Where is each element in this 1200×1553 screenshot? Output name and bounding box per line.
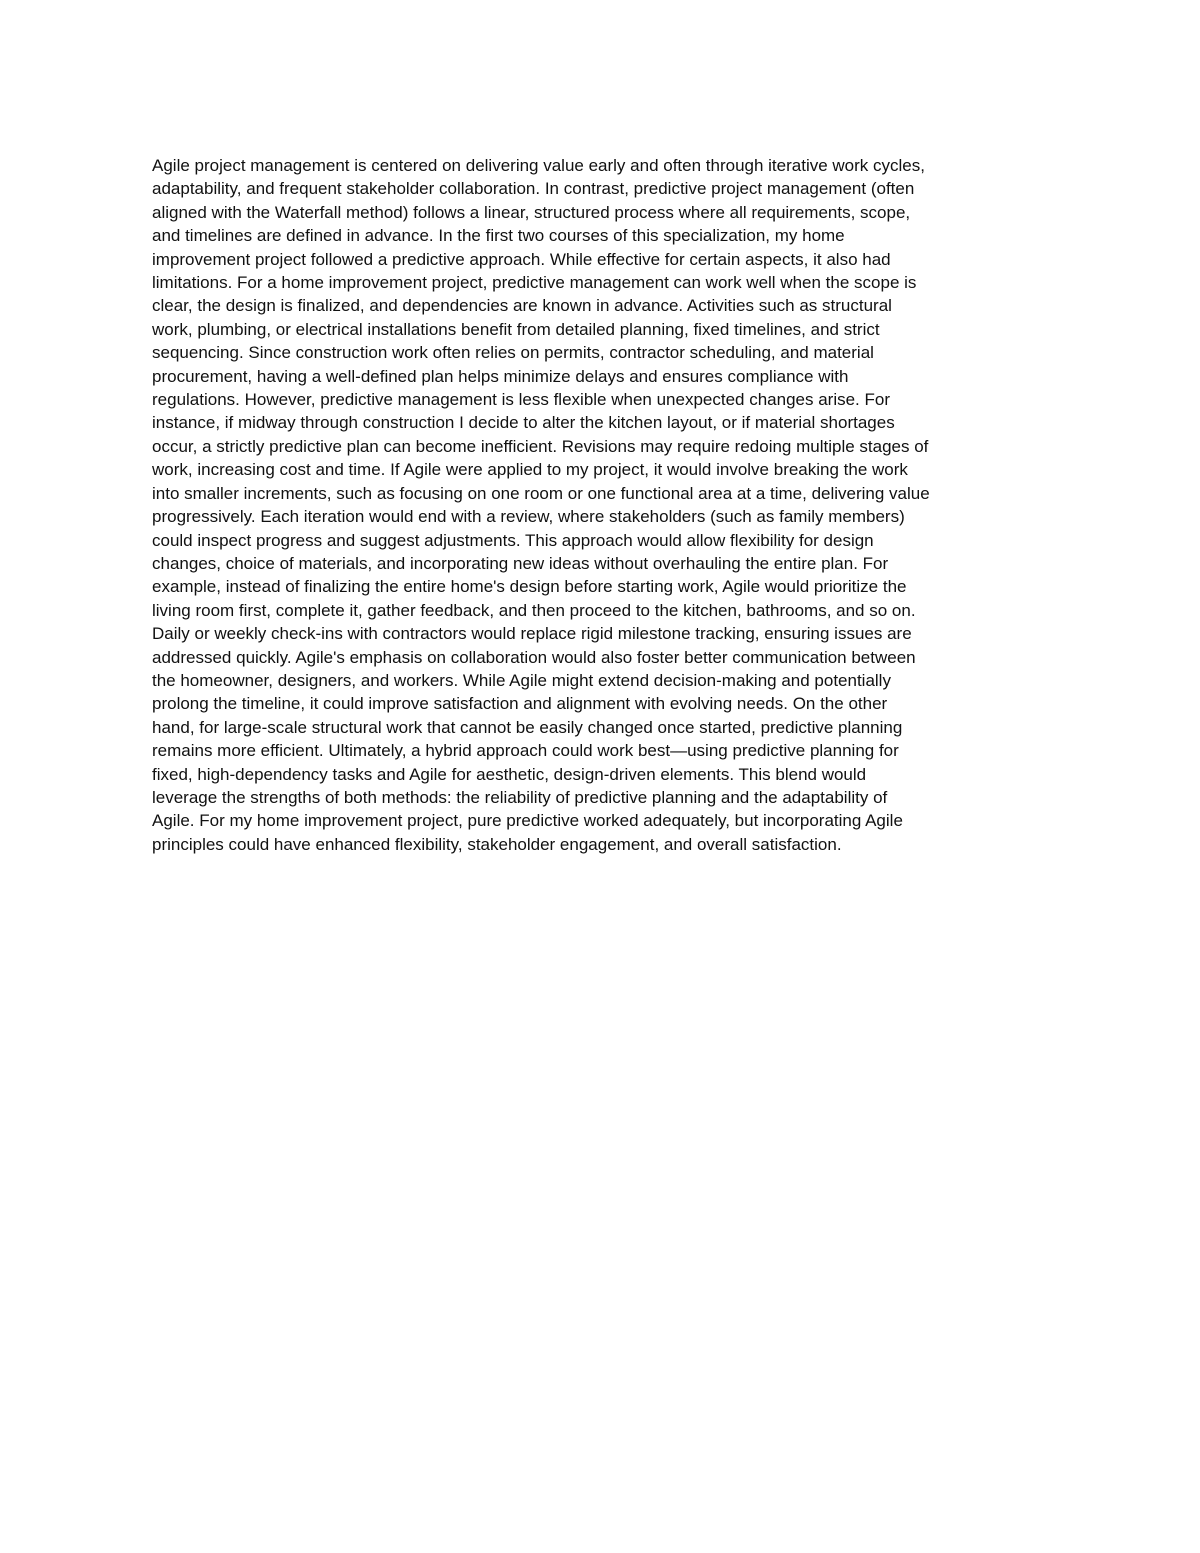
paragraph-line: procurement, having a well-defined plan helps minimize delays and ensures compliance with xyxy=(152,366,849,386)
paragraph-line: clear, the design is finalized, and dependencies are known in advance. Activities such as structural xyxy=(152,296,892,316)
paragraph-line: example, instead of finalizing the entire home's design before starting work, Agile would prioritize the xyxy=(152,577,907,597)
paragraph-line: regulations. However, predictive management is less flexible when unexpected changes arise. For xyxy=(152,390,891,410)
paragraph-line: could inspect progress and suggest adjustments. This approach would allow flexibility for design xyxy=(152,530,874,550)
paragraph-line: progressively. Each iteration would end with a review, where stakeholders (such as family members) xyxy=(152,507,905,527)
paragraph-line: aligned with the Waterfall method) follows a linear, structured process where all requirements, scope, xyxy=(152,202,911,222)
body-paragraph xyxy=(152,154,1062,856)
paragraph-line: remains more efficient. Ultimately, a hybrid approach could work best—using predictive planning for xyxy=(152,741,899,761)
paragraph-line: changes, choice of materials, and incorporating new ideas without overhauling the entire plan. For xyxy=(152,553,889,573)
paragraph-line: into smaller increments, such as focusing on one room or one functional area at a time, delivering value xyxy=(152,483,930,503)
paragraph-line: work, increasing cost and time. If Agile were applied to my project, it would involve breaking the work xyxy=(152,460,908,480)
paragraph-line: addressed quickly. Agile's emphasis on collaboration would also foster better communication between xyxy=(152,647,916,667)
paragraph-line: work, plumbing, or electrical installations benefit from detailed planning, fixed timelines, and strict xyxy=(152,319,880,339)
paragraph-line: prolong the timeline, it could improve satisfaction and alignment with evolving needs. On the other xyxy=(152,694,888,714)
paragraph-line: improvement project followed a predictive approach. While effective for certain aspects, it also had xyxy=(152,249,891,269)
paragraph-line: and timelines are defined in advance. In the first two courses of this specialization, my home xyxy=(152,226,845,246)
paragraph-line: Daily or weekly check-ins with contractors would replace rigid milestone tracking, ensuring issues are xyxy=(152,624,912,644)
paragraph-line: the homeowner, designers, and workers. While Agile might extend decision-making and potentially xyxy=(152,670,891,690)
paragraph-line: limitations. For a home improvement project, predictive management can work well when the scope is xyxy=(152,273,917,293)
paragraph-line: living room first, complete it, gather feedback, and then proceed to the kitchen, bathrooms, and so on. xyxy=(152,600,916,620)
paragraph-line: occur, a strictly predictive plan can become inefficient. Revisions may require redoing multiple stages of xyxy=(152,436,929,456)
paragraph-line: Agile project management is centered on delivering value early and often through iterative work cycles, xyxy=(152,156,925,175)
paragraph-line: adaptability, and frequent stakeholder collaboration. In contrast, predictive project management (often xyxy=(152,179,915,199)
paragraph-line: Agile. For my home improvement project, pure predictive worked adequately, but incorporating Agile xyxy=(152,811,903,831)
paragraph-line: leverage the strengths of both methods: the reliability of predictive planning and the adaptability of xyxy=(152,787,888,807)
paragraph-line: hand, for large-scale structural work that cannot be easily changed once started, predictive planning xyxy=(152,717,903,737)
paragraph-line: instance, if midway through construction I decide to alter the kitchen layout, or if material shortages xyxy=(152,413,895,433)
paragraph-line: principles could have enhanced flexibility, stakeholder engagement, and overall satisfaction. xyxy=(152,834,842,854)
paragraph-line: fixed, high-dependency tasks and Agile for aesthetic, design-driven elements. This blend would xyxy=(152,764,867,784)
paragraph-line: sequencing. Since construction work often relies on permits, contractor scheduling, and material xyxy=(152,343,874,363)
